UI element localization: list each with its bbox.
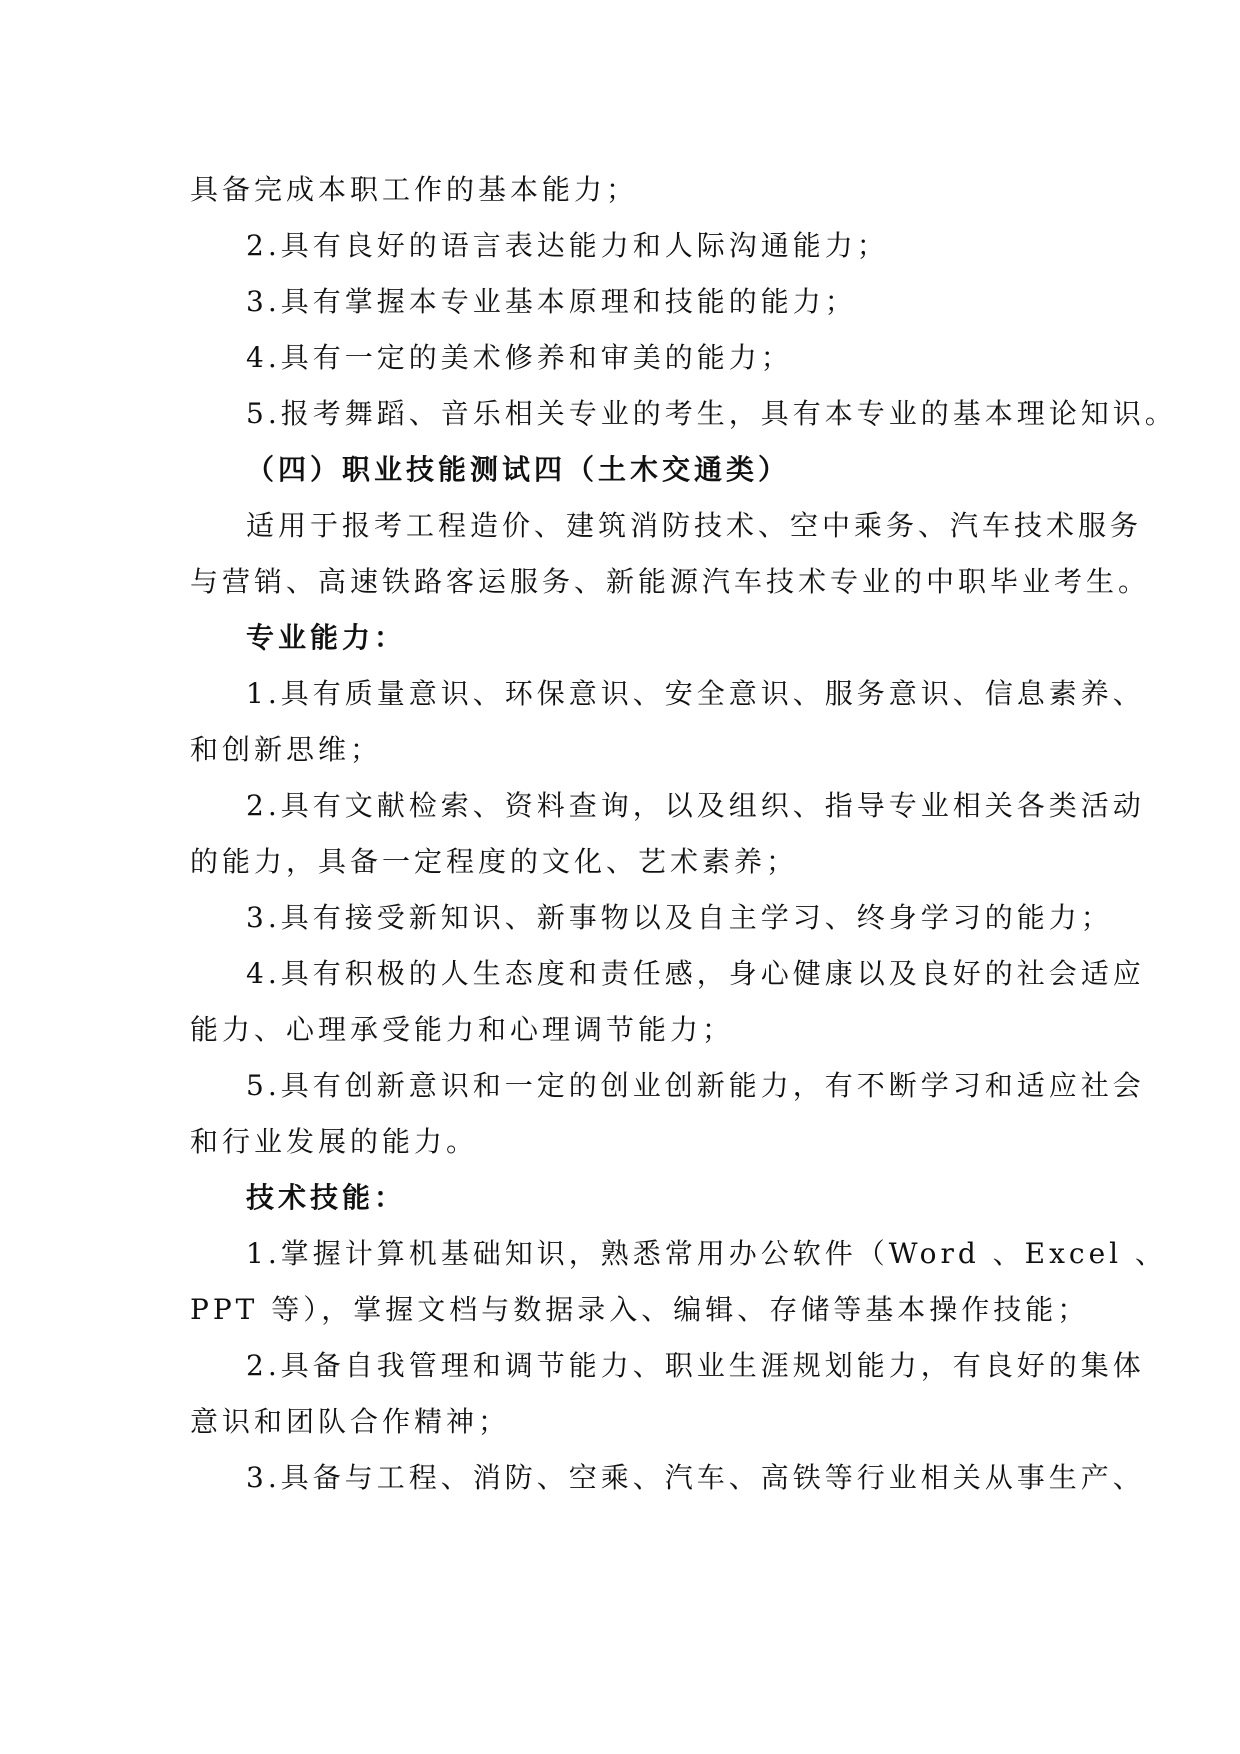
- list-item-continuation: 的能力，具备一定程度的文化、艺术素养；: [190, 845, 799, 878]
- paragraph-line: 与营销、高速铁路客运服务、新能源汽车技术专业的中职毕业考生。: [190, 565, 1151, 598]
- list-item-continuation: 能力、心理承受能力和心理调节能力；: [190, 1013, 735, 1046]
- list-item: 1.掌握计算机基础知识，熟悉常用办公软件（Word 、Excel 、: [246, 1237, 1168, 1270]
- list-item-continuation: 意识和团队合作精神；: [190, 1405, 511, 1438]
- subheading: 技术技能：: [246, 1181, 407, 1214]
- subheading: 专业能力：: [246, 621, 407, 654]
- list-item: 3.具有接受新知识、新事物以及自主学习、终身学习的能力；: [246, 901, 1113, 934]
- list-item: 5.具有创新意识和一定的创业创新能力，有不断学习和适应社会: [246, 1069, 1145, 1102]
- list-item-continuation: 和创新思维；: [190, 733, 383, 766]
- list-item: 5.报考舞蹈、音乐相关专业的考生，具有本专业的基本理论知识。: [246, 397, 1177, 430]
- text-line: 具备完成本职工作的基本能力；: [190, 173, 639, 206]
- list-item: 2.具备自我管理和调节能力、职业生涯规划能力，有良好的集体: [246, 1349, 1145, 1382]
- list-item: 3.具有掌握本专业基本原理和技能的能力；: [246, 285, 857, 318]
- list-item-continuation: 和行业发展的能力。: [190, 1125, 479, 1158]
- list-item: 1.具有质量意识、环保意识、安全意识、服务意识、信息素养、: [246, 677, 1145, 710]
- list-item: 3.具备与工程、消防、空乘、汽车、高铁等行业相关从事生产、: [246, 1461, 1145, 1494]
- section-heading: （四）职业技能测试四（土木交通类）: [246, 453, 791, 486]
- list-item: 2.具有良好的语言表达能力和人际沟通能力；: [246, 229, 889, 262]
- list-item: 2.具有文献检索、资料查询，以及组织、指导专业相关各类活动: [246, 789, 1145, 822]
- list-item: 4.具有一定的美术修养和审美的能力；: [246, 341, 793, 374]
- paragraph-line: 适用于报考工程造价、建筑消防技术、空中乘务、汽车技术服务: [246, 509, 1143, 542]
- list-item: 4.具有积极的人生态度和责任感，身心健康以及良好的社会适应: [246, 957, 1145, 990]
- list-item-continuation: PPT 等），掌握文档与数据录入、编辑、存储等基本操作技能；: [190, 1293, 1090, 1326]
